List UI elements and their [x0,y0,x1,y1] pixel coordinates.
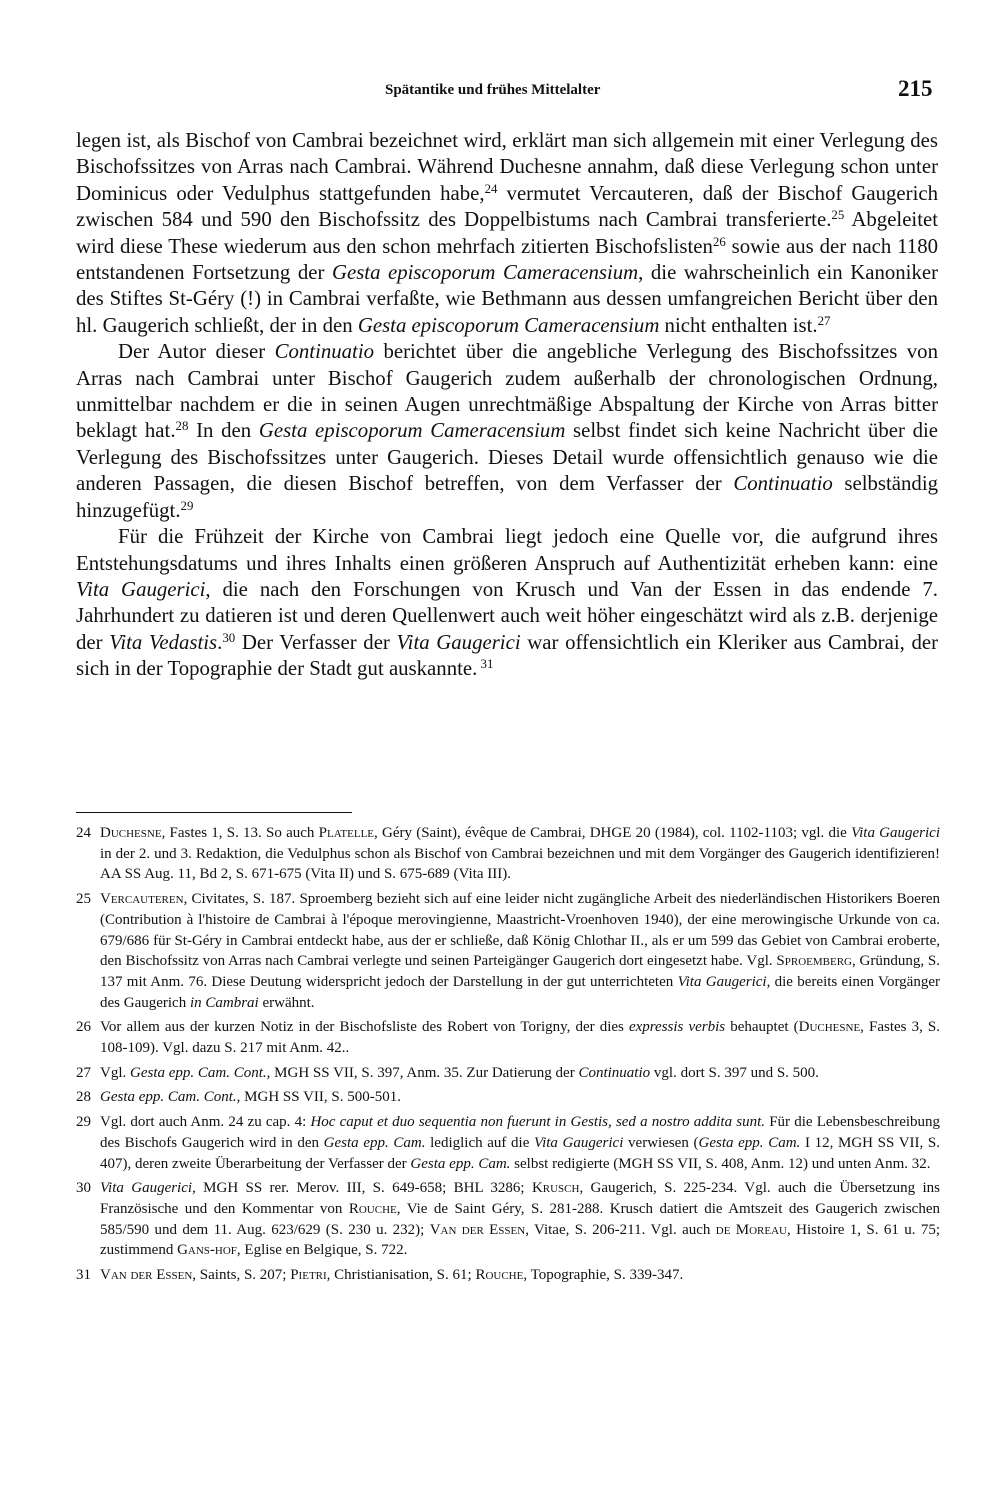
text-run: I 12, MGH SS VII, S. 407), deren zweite Überarbeitung der Verfasser der [100,1134,941,1172]
work-title: Gesta episcoporum Cameracensium [258,419,566,443]
work-title: Vita Gaugerici [677,973,767,990]
work-title: Gesta epp. Cam. Cont. [130,1064,267,1081]
text-run: Vgl. [100,1064,130,1081]
text-run: lediglich auf die [425,1134,535,1151]
footnote-26 [76,1017,940,1058]
author-name: Duchesne [798,1019,861,1036]
text-run: , Géry (Saint), évêque de Cambrai, DHGE 20 (1984), col. 1102-1103; vgl. die [374,825,852,841]
footnote-ref-31: 31 [477,657,494,672]
text-run: selbst redigierte (MGH SS VII, S. 408, Anm. 12) und unten Anm. 32. [510,1155,931,1172]
text-run: selbständig hinzugefügt. [76,472,938,522]
footnote-ref-27: 27 [817,313,831,328]
work-title: Continuatio [733,472,833,496]
footnote-number: 31 [76,1267,91,1284]
text-run: , Topographie, S. 339-347. [523,1267,684,1284]
text-run: , MGH SS VII, S. 397, Anm. 35. Zur Datierung der [266,1064,579,1081]
latin-quote: Hoc caput et duo sequentia non fuerunt in Gestis, sed a nostro addita sunt. [310,1114,766,1131]
work-title: Gesta epp. Cam. [323,1134,426,1151]
text-run: Für die Lebensbeschreibung des Bischofs Gaugerich wird in den [100,1114,941,1151]
text-run: behauptet ( [725,1019,799,1036]
footnote-ref-29: 29 [180,498,194,513]
author-name: Vercauteren [100,891,184,908]
text-run: verwiesen ( [623,1134,699,1151]
footnote-ref-26: 26 [712,234,726,249]
footnote-31 [76,1265,940,1286]
work-title: Continuatio [578,1064,651,1081]
work-title: Vita Gaugerici [534,1134,624,1151]
work-title: Vita Gaugerici [851,825,940,841]
text-run: Für die Frühzeit der Kirche von Cambrai liegt jedoch eine Quelle vor, die aufgrund ihres Entstehungsdatums und ihres Inhalts einen größeren Anspruch auf Authentizität erheben kann: eine [76,525,938,575]
paragraph-3 [76,524,938,682]
work-title: Vita Gaugerici [100,1180,193,1197]
text-run: , Christianisation, S. 61; [326,1267,476,1284]
emphasis: expressis verbis [628,1019,726,1036]
text-run: vgl. dort S. 397 und S. 500. [650,1064,819,1081]
footnote-number: 24 [76,825,91,841]
text-run: Vgl. dort auch Anm. 24 zu cap. 4: [100,1114,311,1131]
running-title: Spätantike und frühes Mittelalter [385,82,601,98]
main-text [76,128,938,683]
emphasis: in Cambrai [189,994,259,1011]
work-title: Gesta epp. Cam. [698,1134,801,1151]
text-run: , Fastes 1, S. 13. So auch [161,825,319,841]
author-name: Duchesne [100,825,162,841]
footnote-number: 25 [76,891,91,908]
paragraph-1 [76,128,938,339]
text-run: in der 2. und 3. Redaktion, die Vedulphus schon als Bischof von Cambrai bezeichnen und mit dem Vorgänger des Gaugerich identifizieren! AA SS Aug. 11, Bd 2, S. 671-675 (Vita II) und S. 675-689 (Vita III). [100,845,940,883]
author-name: Platelle [318,825,375,841]
footnote-30 [76,1178,940,1261]
paragraph-2 [76,339,938,524]
footnote-separator [76,812,352,813]
author-name: Pietri [290,1267,327,1284]
author-name: Gans-hof [177,1242,237,1259]
text-run: , MGH SS VII, S. 500-501. [236,1089,401,1106]
page-header [0,72,1000,112]
author-name: Sproemberg [776,953,852,970]
footnote-number: 30 [76,1180,91,1197]
page-number: 215 [898,76,933,101]
work-title: Vita Gaugerici [76,577,206,601]
text-run: , Civitates, S. 187. Sproemberg bezieht sich auf eine leider nicht zugängliche Arbeit des niederländischen Historikers Boeren (Contribution à l'histoire de Cambrai à l'époque merovingienne, Maastricht-Vroenhoven 1940), der eine merowingische Urkunde von ca. 679/686 für St-Géry in Cambrai entdeckt habe, aus der er schließe, daß König Chlothar II., als er um 599 das Gebiet von Cambrai eroberte, den Bischofssitz von Arras nach Cambrai verlegte und seinen Parteigänger Gaugerich dort eingesetzt habe. Vgl. [100,891,940,970]
text-run: nicht enthalten ist. [659,313,818,337]
author-name: de Moreau [715,1221,787,1238]
author-name: Rouche [348,1200,397,1217]
footnote-ref-30: 30 [222,630,236,645]
text-run: , MGH SS rer. Merov. III, S. 649-658; BHL 3286; [192,1180,532,1197]
text-run: , Gaugerich, S. 225-234. Vgl. auch die Übersetzung ins Französische und den Kommentar von [100,1180,940,1217]
footnote-27 [76,1063,940,1084]
text-run: , Histoire 1, S. 61 u. 75; zustimmend [100,1221,940,1259]
text-run: , Vie de Saint Géry, S. 281-288. Krusch datiert die Amtszeit des Gaugerich zwischen 585/590 und dem 11. Aug. 623/629 (S. 230 u. 232); [100,1200,940,1238]
text-run: sowie aus der nach 1180 entstandenen Fortsetzung der [76,234,938,285]
footnote-ref-24: 24 [484,181,498,196]
work-title: Gesta epp. Cam. Cont. [100,1089,237,1106]
author-name: Rouche [475,1267,524,1284]
text-run: legen ist, als Bischof von Cambrai bezeichnet wird, erklärt man sich allgemein mit einer Verlegung des Bischofssitzes von Arras nach Cambrai. Während Duchesne annahm, daß diese Verlegung schon unter Dominicus oder Vedulphus stattgefunden habe, [76,129,938,205]
footnote-ref-25: 25 [831,208,845,223]
text-run: Der Verfasser der [235,630,397,654]
text-run: selbst findet sich keine Nachricht über die Verlegung des Bischofssitzes unter Gaugerich. Dieses Detail wurde offensichtlich genauso wie die anderen Passagen, die diesen Bischof betreffen, von dem Verfasser der [76,419,938,496]
text-run: Der Autor dieser [118,340,275,364]
footnote-29 [76,1112,940,1174]
footnote-number: 28 [76,1089,91,1106]
work-title: Gesta epp. Cam. [410,1155,511,1172]
text-run: , Saints, S. 207; [192,1267,291,1284]
text-run: . [217,630,223,654]
footnote-28 [76,1087,940,1108]
text-run: war offensichtlich ein Kleriker aus Cambrai, der sich in der Topographie der Stadt gut auskannte. [76,630,939,681]
text-run: berichtet über die angebliche Verlegung des Bischofssitzes von Arras nach Cambrai unter Bischof Gaugerich zudem außerhalb der chronologischen Ordnung, unmittelbar nachdem er die in seinen Augen unrechtmäßige Abspaltung der Kirche von Arras bitter beklagt hat. [76,340,938,443]
text-run: In den [188,419,259,443]
text-run: , Eglise en Belgique, S. 722. [236,1242,408,1259]
footnote-24 [76,823,940,885]
text-run: , Vitae, S. 206-211. Vgl. auch [525,1221,716,1238]
footnote-number: 26 [76,1019,91,1036]
footnotes [76,823,940,1290]
footnote-number: 29 [76,1114,91,1131]
work-title: Gesta episcoporum Cameracensium [357,313,660,337]
text-run: , Fastes 3, S. 108-109). Vgl. dazu S. 217 mit Anm. 42.. [100,1019,941,1057]
text-run: erwähnt. [258,994,315,1011]
work-title: Continuatio [274,340,374,364]
text-run: Abgeleitet wird diese These wiederum aus den schon mehrfach zitierten Bischofslisten [76,208,938,258]
text-run: , Gründung, S. 137 mit Anm. 76. Diese Deutung widerspricht jedoch der Darstellung in der gut unterrichteten [100,953,941,990]
author-name: Krusch [531,1180,580,1197]
author-name: Van der Essen [100,1267,193,1284]
text-run: , die nach den Forschungen von Krusch und Van der Essen in das endende 7. Jahrhundert zu datieren ist und deren Quellenwert auch weit höher eingeschätzt wird als z.B. derjenige der [76,577,938,654]
work-title: Gesta episcoporum Cameracensium [331,261,639,285]
footnote-number: 27 [76,1064,91,1081]
footnote-ref-28: 28 [175,419,189,434]
text-run: Vor allem aus der kurzen Notiz in der Bischofsliste des Robert von Torigny, der dies [100,1019,629,1036]
work-title: Vita Gaugerici [396,630,521,654]
text-run: , die bereits einen Vorgänger des Gaugerich [100,973,940,1011]
author-name: Van der Essen [429,1221,526,1238]
text-run: vermutet Vercauteren, daß der Bischof Gaugerich zwischen 584 und 590 den Bischofssitz des Doppelbistums nach Cambrai transferierte. [76,181,938,232]
footnote-25 [76,889,940,1013]
work-title: Vita Vedastis [109,630,218,654]
text-run: , die wahrscheinlich ein Kanoniker des Stiftes St-Géry (!) in Cambrai verfaßte, wie Bethmann aus dessen umfangreichen Bericht über den hl. Gaugerich schließt, der in den [76,261,939,337]
